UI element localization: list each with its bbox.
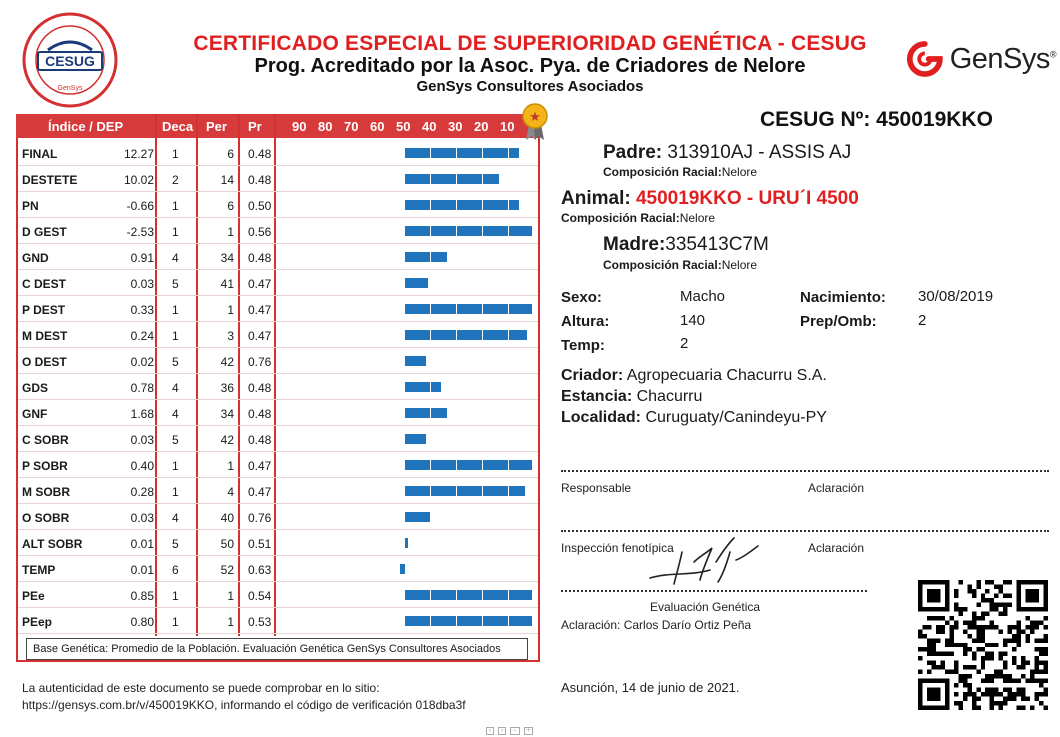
document-date: Asunción, 14 de junio de 2021.	[561, 680, 740, 695]
percentile-bar	[405, 226, 532, 236]
cell-dep: 0.03	[130, 433, 154, 447]
madre-label: Madre:	[603, 234, 666, 255]
percentile-bar	[405, 330, 527, 340]
scale-label: 60	[370, 119, 385, 134]
padre-line	[603, 142, 851, 164]
cell-pr: 0.53	[248, 615, 272, 629]
table-row	[18, 348, 538, 374]
localidad-label: Localidad:	[561, 409, 642, 426]
cell-dep: 0.33	[130, 303, 154, 317]
cell-dep: -2.53	[126, 225, 154, 239]
percentile-bar	[405, 356, 426, 366]
prep-omb-label: Prep/Omb:	[800, 313, 877, 330]
cell-indice: P SOBR	[22, 459, 68, 473]
table-row	[18, 400, 538, 426]
auth-url-text: https://gensys.com.br/v/450019KKO, informando el código de verificación 018dba3f	[22, 698, 466, 712]
cell-deca: 1	[172, 589, 179, 603]
table-row	[18, 140, 538, 166]
cell-deca: 1	[172, 615, 179, 629]
sexo-label: Sexo:	[561, 289, 602, 306]
cell-pr: 0.76	[248, 355, 272, 369]
auth-text: La autenticidad de este documento se puede comprobar en lo sitio:	[22, 681, 380, 695]
cell-dep: 0.01	[130, 563, 154, 577]
cell-deca: 5	[172, 537, 179, 551]
padre-composicion	[603, 165, 757, 179]
comp-label: Composición Racial:	[603, 165, 722, 179]
cell-per: 4	[227, 485, 234, 499]
cell-dep: -0.66	[126, 199, 154, 213]
row-divider	[18, 633, 538, 634]
temp-label: Temp:	[561, 337, 605, 354]
cell-indice: GND	[22, 251, 49, 265]
document-subtitle: Prog. Acreditado por la Asoc. Pya. de Criadores de Nelore	[254, 55, 806, 77]
cell-pr: 0.56	[248, 225, 272, 239]
cell-per: 6	[227, 147, 234, 161]
percentile-bar	[405, 200, 519, 210]
animal-line	[561, 188, 859, 210]
cell-per: 34	[220, 251, 234, 265]
handwritten-signature	[630, 532, 790, 592]
cell-pr: 0.48	[248, 433, 272, 447]
cell-indice: C DEST	[22, 277, 67, 291]
cell-deca: 4	[172, 251, 179, 265]
table-row	[18, 478, 538, 504]
table-row	[18, 218, 538, 244]
cell-indice: O DEST	[22, 355, 67, 369]
percentile-bar	[405, 252, 447, 262]
cell-deca: 1	[172, 329, 179, 343]
cell-pr: 0.47	[248, 459, 272, 473]
padre-comp-value: Nelore	[721, 165, 758, 179]
percentile-bar	[405, 486, 525, 496]
scale-label: 80	[318, 119, 333, 134]
cell-indice: FINAL	[22, 147, 58, 161]
cell-indice: PN	[22, 199, 39, 213]
criador-label: Criador:	[561, 367, 624, 384]
cell-pr: 0.47	[248, 303, 272, 317]
scale-label: 50	[396, 119, 411, 134]
scale-label: 70	[344, 119, 359, 134]
prep-omb-value: 2	[918, 312, 927, 329]
qr-finder	[1026, 589, 1039, 602]
percentile-bar	[405, 148, 519, 158]
gensys-logo-icon	[906, 39, 944, 79]
cell-dep: 0.01	[130, 537, 154, 551]
estancia-label: Estancia:	[561, 388, 633, 405]
cell-dep: 0.28	[130, 485, 154, 499]
table-row	[18, 426, 538, 452]
seal-bottom-text: GenSys	[57, 85, 83, 92]
cell-dep: 0.03	[130, 277, 154, 291]
cell-pr: 0.48	[248, 173, 272, 187]
animal-value: 450019KKO - URU´I 4500	[635, 188, 859, 209]
cell-dep: 0.91	[130, 251, 154, 265]
comp-label: Composición Racial:	[603, 258, 722, 272]
table-row	[18, 296, 538, 322]
cell-dep: 0.85	[130, 589, 154, 603]
cell-dep: 0.80	[130, 615, 154, 629]
pdf-pager	[486, 727, 533, 735]
padre-value: 313910AJ - ASSIS AJ	[667, 142, 852, 163]
document-org: GenSys Consultores Asociados	[416, 78, 644, 95]
cell-per: 52	[220, 563, 234, 577]
evaluacion-genetica-label: Evaluación Genética	[650, 600, 761, 614]
percentile-bar	[405, 304, 532, 314]
cell-indice: D GEST	[22, 225, 67, 239]
cell-indice: TEMP	[22, 563, 56, 577]
cell-deca: 4	[172, 381, 179, 395]
cell-indice: C SOBR	[22, 433, 69, 447]
cell-pr: 0.76	[248, 511, 272, 525]
pager-prev-icon[interactable]: ‹	[486, 727, 494, 735]
localidad-value: Curuguaty/Canindeyu-PY	[645, 409, 827, 426]
header-deca: Deca	[162, 119, 194, 134]
scale-label: 30	[448, 119, 463, 134]
table-row	[18, 556, 538, 582]
table-row	[18, 504, 538, 530]
table-row	[18, 270, 538, 296]
cell-per: 1	[227, 303, 234, 317]
cell-per: 1	[227, 225, 234, 239]
estancia-line	[561, 388, 702, 406]
criador-line	[561, 367, 827, 385]
localidad-line	[561, 409, 827, 427]
cell-deca: 1	[172, 459, 179, 473]
qr-finder	[927, 688, 940, 701]
cell-deca: 5	[172, 433, 179, 447]
table-row	[18, 608, 538, 634]
percentile-bar	[405, 382, 441, 392]
responsable-label: Responsable	[561, 481, 632, 495]
animal-label: Animal:	[561, 188, 631, 209]
table-row	[18, 530, 538, 556]
cell-per: 14	[220, 173, 234, 187]
madre-line	[603, 234, 769, 256]
cell-per: 34	[220, 407, 234, 421]
cell-indice: ALT SOBR	[22, 537, 83, 551]
percentile-bar	[405, 278, 428, 288]
gensys-logo-text: GenSys®	[949, 42, 1056, 75]
cell-indice: PEe	[22, 589, 45, 603]
cell-indice: DESTETE	[22, 173, 78, 187]
table-row	[18, 244, 538, 270]
cell-pr: 0.54	[248, 589, 272, 603]
svg-text:★: ★	[529, 109, 541, 124]
seal-center-text: CESUG	[45, 53, 95, 69]
cell-dep: 0.40	[130, 459, 154, 473]
percentile-bar	[405, 512, 431, 522]
madre-value: 335413C7M	[665, 234, 769, 255]
padre-label: Padre:	[603, 142, 663, 163]
scale-label: 90	[292, 119, 307, 134]
cell-deca: 1	[172, 199, 179, 213]
percentile-bar	[405, 408, 447, 418]
cell-per: 3	[227, 329, 234, 343]
aclaracion-label: Aclaración	[808, 481, 865, 495]
cell-dep: 1.68	[130, 407, 154, 421]
cell-pr: 0.47	[248, 329, 272, 343]
madre-composicion	[603, 258, 757, 272]
cell-dep: 12.27	[123, 147, 154, 161]
table-row	[18, 166, 538, 192]
percentile-bar	[405, 434, 426, 444]
cell-deca: 1	[172, 147, 179, 161]
cell-per: 50	[220, 537, 234, 551]
cell-per: 1	[227, 589, 234, 603]
dep-table-header	[16, 114, 540, 138]
cell-dep: 0.78	[130, 381, 154, 395]
cell-deca: 1	[172, 225, 179, 239]
cell-dep: 0.03	[130, 511, 154, 525]
cell-indice: GNF	[22, 407, 48, 421]
qr-finder	[927, 589, 940, 602]
percentile-bar	[405, 174, 499, 184]
signature-line	[561, 470, 1049, 472]
cell-pr: 0.50	[248, 199, 272, 213]
percentile-bar	[405, 590, 532, 600]
inspeccion-label: Inspección fenotípica	[561, 541, 674, 555]
scale-label: 10	[500, 119, 515, 134]
scale-label: 40	[422, 119, 437, 134]
cell-indice: PEep	[22, 615, 53, 629]
cell-per: 41	[220, 277, 234, 291]
cell-per: 42	[220, 433, 234, 447]
cell-dep: 10.02	[123, 173, 154, 187]
cell-pr: 0.48	[248, 407, 272, 421]
pager-next-icon[interactable]: ›	[498, 727, 506, 735]
cell-deca: 1	[172, 485, 179, 499]
cell-pr: 0.47	[248, 485, 272, 499]
cell-per: 1	[227, 615, 234, 629]
pager-zoom-out-icon[interactable]: −	[510, 727, 520, 735]
table-row	[18, 582, 538, 608]
header-indice: Índice / DEP	[48, 119, 124, 134]
cell-deca: 6	[172, 563, 179, 577]
percentile-bar	[405, 538, 408, 548]
cell-per: 1	[227, 459, 234, 473]
madre-comp-value: Nelore	[721, 258, 758, 272]
percentile-bar	[405, 616, 532, 626]
cell-per: 36	[220, 381, 234, 395]
cell-pr: 0.47	[248, 277, 272, 291]
cell-indice: M SOBR	[22, 485, 70, 499]
cell-indice: M DEST	[22, 329, 68, 343]
aclaracion-label: Aclaración	[808, 541, 865, 555]
percentile-bar	[400, 564, 405, 574]
cell-dep: 0.24	[130, 329, 154, 343]
cell-deca: 4	[172, 407, 179, 421]
criador-value: Agropecuaria Chacurru S.A.	[626, 367, 827, 384]
cesug-number: CESUG Nº: 450019KKO	[760, 108, 993, 131]
cell-pr: 0.48	[248, 381, 272, 395]
nacimiento-value: 30/08/2019	[918, 288, 994, 305]
cell-deca: 1	[172, 303, 179, 317]
temp-value: 2	[680, 335, 689, 352]
cell-dep: 0.02	[130, 355, 154, 369]
table-row	[18, 192, 538, 218]
pager-zoom-in-icon[interactable]: +	[524, 727, 534, 735]
comp-label: Composición Racial:	[561, 211, 680, 225]
cell-indice: O SOBR	[22, 511, 70, 525]
table-row	[18, 322, 538, 348]
cell-deca: 4	[172, 511, 179, 525]
cell-per: 40	[220, 511, 234, 525]
table-row	[18, 452, 538, 478]
sexo-value: Macho	[680, 288, 726, 305]
medal-icon	[520, 102, 550, 142]
cell-pr: 0.51	[248, 537, 272, 551]
altura-value: 140	[680, 312, 706, 329]
cell-deca: 5	[172, 355, 179, 369]
percentile-bar	[405, 460, 532, 470]
animal-comp-value: Nelore	[679, 211, 716, 225]
base-genetica-note: Base Genética: Promedio de la Población. Evaluación Genética GenSys Consultores Asociados	[26, 638, 528, 660]
nacimiento-label: Nacimiento:	[800, 289, 886, 306]
altura-label: Altura:	[561, 313, 610, 330]
cell-deca: 2	[172, 173, 179, 187]
aclaracion-evaluador: Aclaración: Carlos Darío Ortiz Peña	[561, 618, 752, 632]
table-row	[18, 374, 538, 400]
signature-line	[561, 590, 867, 592]
header-per: Per	[206, 119, 227, 134]
estancia-value: Chacurru	[636, 388, 703, 405]
cell-indice: GDS	[22, 381, 49, 395]
cell-per: 6	[227, 199, 234, 213]
cell-deca: 5	[172, 277, 179, 291]
cell-pr: 0.63	[248, 563, 272, 577]
header-pr: Pr	[248, 119, 262, 134]
scale-label: 20	[474, 119, 489, 134]
document-title: CERTIFICADO ESPECIAL DE SUPERIORIDAD GENÉTICA - CESUG	[193, 32, 867, 55]
cell-pr: 0.48	[248, 147, 272, 161]
qr-code[interactable]	[918, 580, 1048, 710]
gensys-logo	[906, 38, 1056, 80]
cell-pr: 0.48	[248, 251, 272, 265]
cell-indice: P DEST	[22, 303, 66, 317]
cell-per: 42	[220, 355, 234, 369]
animal-composicion	[561, 211, 715, 225]
